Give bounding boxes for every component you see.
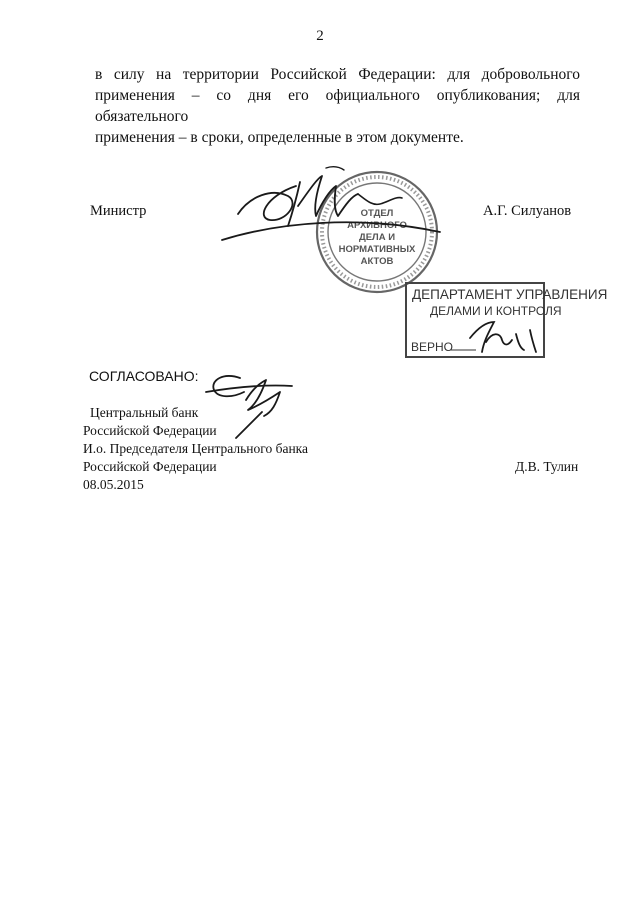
agreed-label: СОГЛАСОВАНО: [89, 368, 199, 384]
square-stamp-verno: ВЕРНО [411, 340, 454, 354]
minister-signature [222, 167, 440, 240]
document-date: 08.05.2015 [83, 477, 144, 492]
paragraph-line-2: применения – со дня его официального опубликования; для обязательного [95, 87, 580, 125]
cb-title-line-1: И.о. Председателя Центрального банка [83, 441, 309, 456]
page-number: 2 [316, 28, 324, 44]
central-bank-signature [206, 376, 292, 438]
signatory-title: Министр [90, 203, 147, 219]
round-stamp-line-5: АКТОВ [360, 256, 394, 267]
square-stamp-line-2: ДЕЛАМИ И КОНТРОЛЯ [430, 304, 562, 318]
round-stamp-line-1: ОТДЕЛ [360, 208, 394, 219]
round-stamp-line-4: НОРМАТИВНЫХ [338, 244, 416, 255]
round-stamp-line-3: ДЕЛА И [358, 232, 396, 243]
cb-title-line-2: Российской Федерации [83, 459, 217, 474]
cb-name: Д.В. Тулин [515, 459, 579, 474]
verno-signature [470, 322, 536, 352]
square-stamp-line-1: ДЕПАРТАМЕНТ УПРАВЛЕНИЯ [412, 287, 608, 302]
round-stamp [317, 172, 437, 292]
signatory-name: А.Г. Силуанов [483, 203, 572, 219]
body-paragraph [95, 64, 580, 148]
paragraph-line-3: применения – в сроки, определенные в этом документе. [95, 129, 464, 146]
paragraph-line-1: в силу на территории Российской Федерации: для добровольного [95, 66, 580, 83]
round-stamp-line-2: АРХИВНОГО [347, 220, 407, 231]
agreed-org-line-1: Центральный банк [90, 405, 199, 420]
agreed-org-line-2: Российской Федерации [83, 423, 217, 438]
